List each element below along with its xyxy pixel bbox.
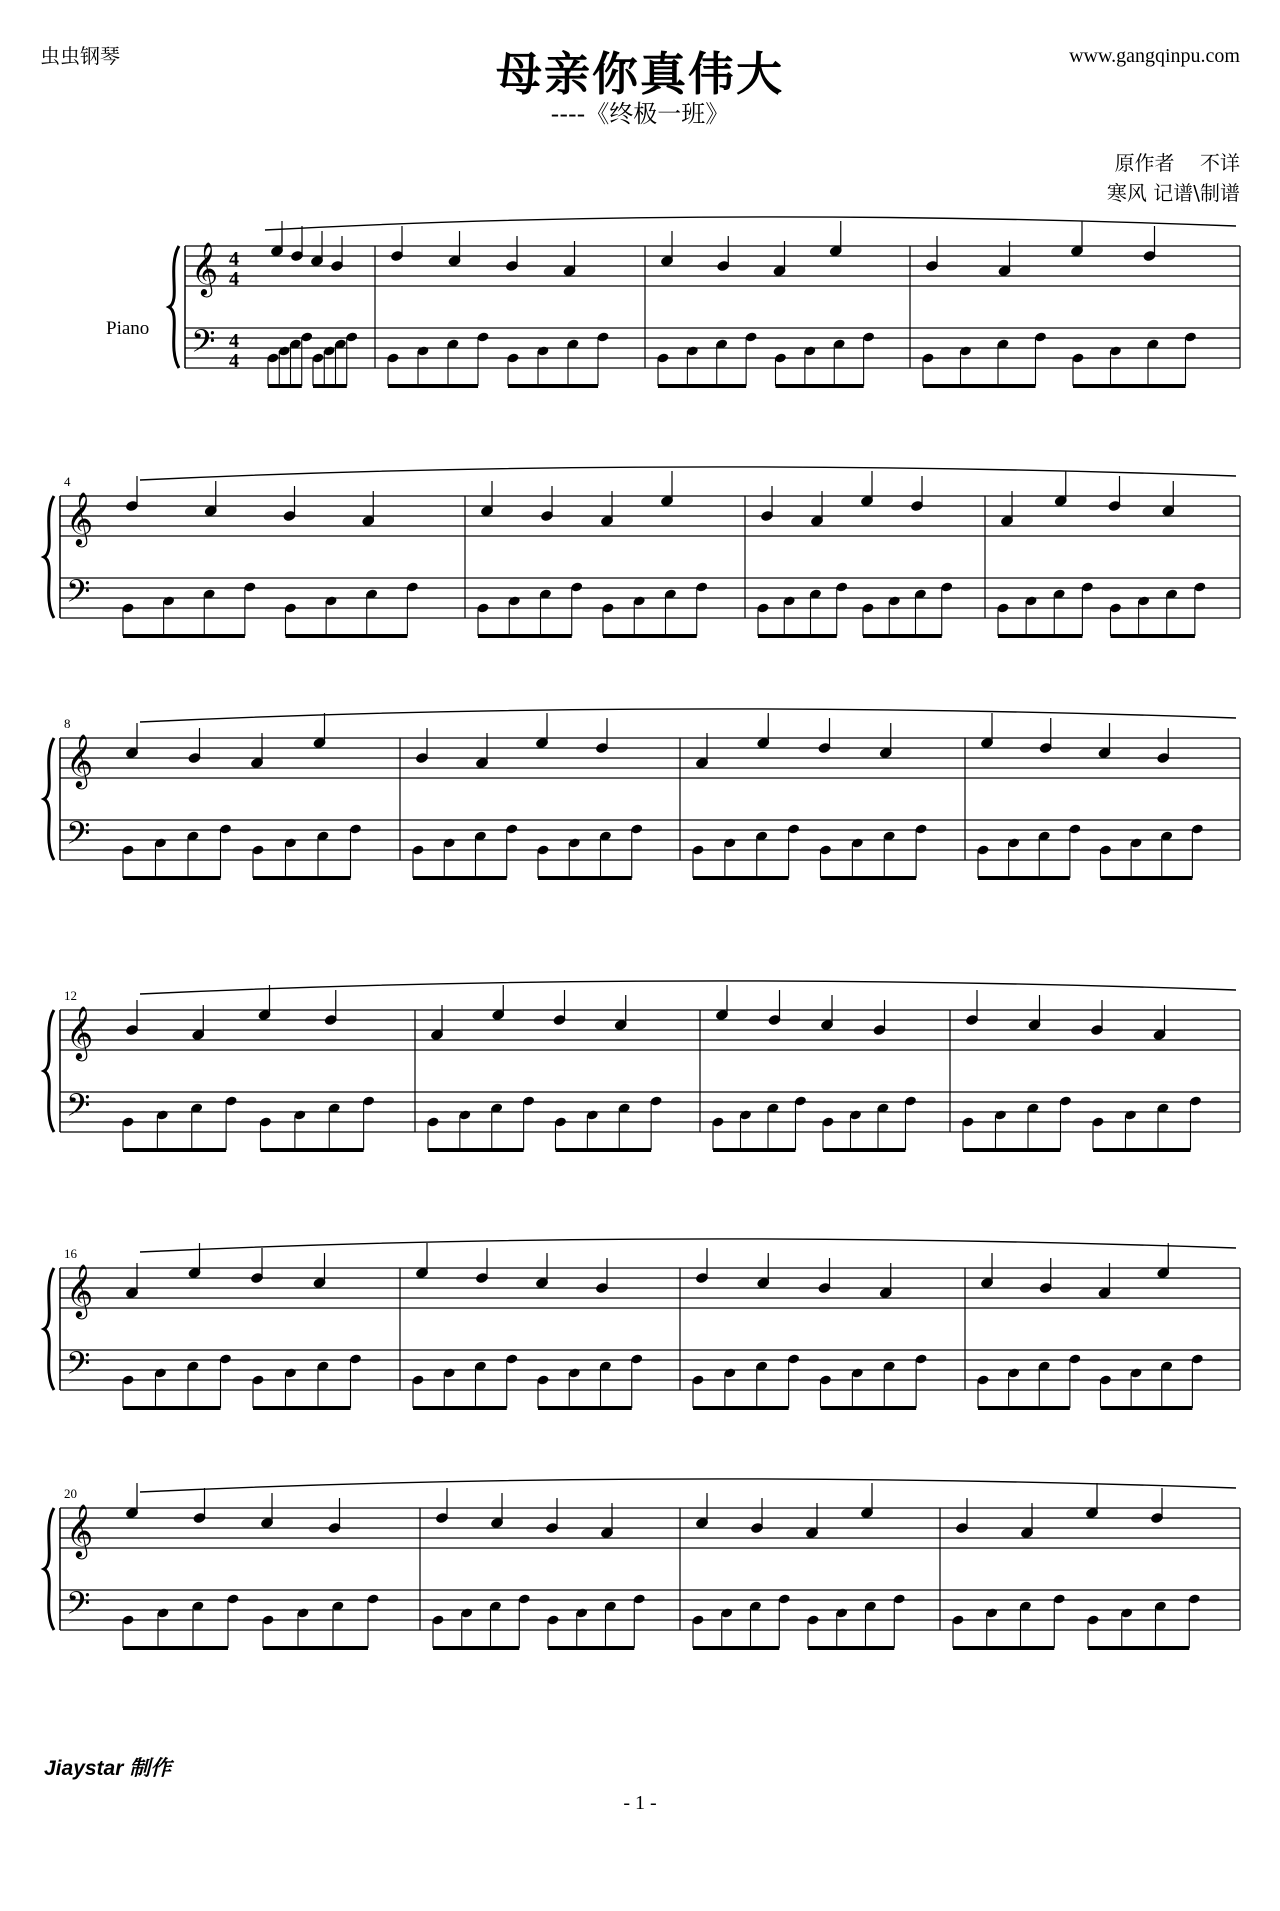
bass-clef-icon: 𝄢 (66, 1345, 91, 1389)
instrument-label: Piano (106, 318, 150, 339)
composer-value: 不详 (1200, 151, 1240, 175)
brace (44, 496, 54, 618)
measure-number: 4 (64, 474, 71, 489)
brace (44, 1508, 54, 1630)
arranger-line: 寒风 记谱\制谱 (1106, 181, 1240, 205)
time-signature-top: 4 (229, 248, 239, 270)
bass-clef-icon: 𝄢 (66, 815, 91, 859)
page-subtitle: ----《终极一班》 (550, 100, 730, 128)
bass-clef-icon: 𝄢 (66, 1585, 91, 1629)
treble-clef-icon: 𝄞 (66, 491, 94, 545)
measure-number: 16 (64, 1246, 77, 1261)
bass-clef-icon: 𝄢 (66, 573, 91, 617)
treble-clef-icon: 𝄞 (66, 1503, 94, 1557)
composer-label: 原作者 (1114, 151, 1175, 175)
page-title: 母亲你真伟大 (496, 47, 784, 101)
phrase-slur (140, 1239, 1236, 1252)
measure-number: 8 (64, 716, 71, 731)
phrase-slur (140, 709, 1236, 722)
site-url: www.gangqinpu.com (1069, 45, 1240, 67)
bass-clef-icon: 𝄢 (66, 1087, 91, 1131)
phrase-slur (140, 467, 1236, 480)
bass-clef-icon: 𝄢 (191, 323, 216, 367)
brace (169, 246, 179, 368)
site-name: 虫虫钢琴 (40, 44, 120, 68)
treble-clef-icon: 𝄞 (191, 241, 219, 295)
phrase-slur (140, 981, 1236, 994)
treble-clef-icon: 𝄞 (66, 1005, 94, 1059)
treble-clef-icon: 𝄞 (66, 1263, 94, 1317)
maker-credit: Jiaystar 制作 (44, 1757, 172, 1780)
phrase-slur (140, 1479, 1236, 1492)
phrase-slur (265, 217, 1236, 230)
brace (44, 738, 54, 860)
measure-number: 20 (64, 1486, 77, 1501)
measure-number: 12 (64, 988, 77, 1003)
time-signature-bottom: 4 (229, 268, 239, 290)
treble-clef-icon: 𝄞 (66, 733, 94, 787)
brace (44, 1268, 54, 1390)
time-signature-bottom: 4 (229, 350, 239, 372)
brace (44, 1010, 54, 1132)
page-number: - 1 - (623, 1792, 657, 1814)
time-signature-top: 4 (229, 330, 239, 352)
